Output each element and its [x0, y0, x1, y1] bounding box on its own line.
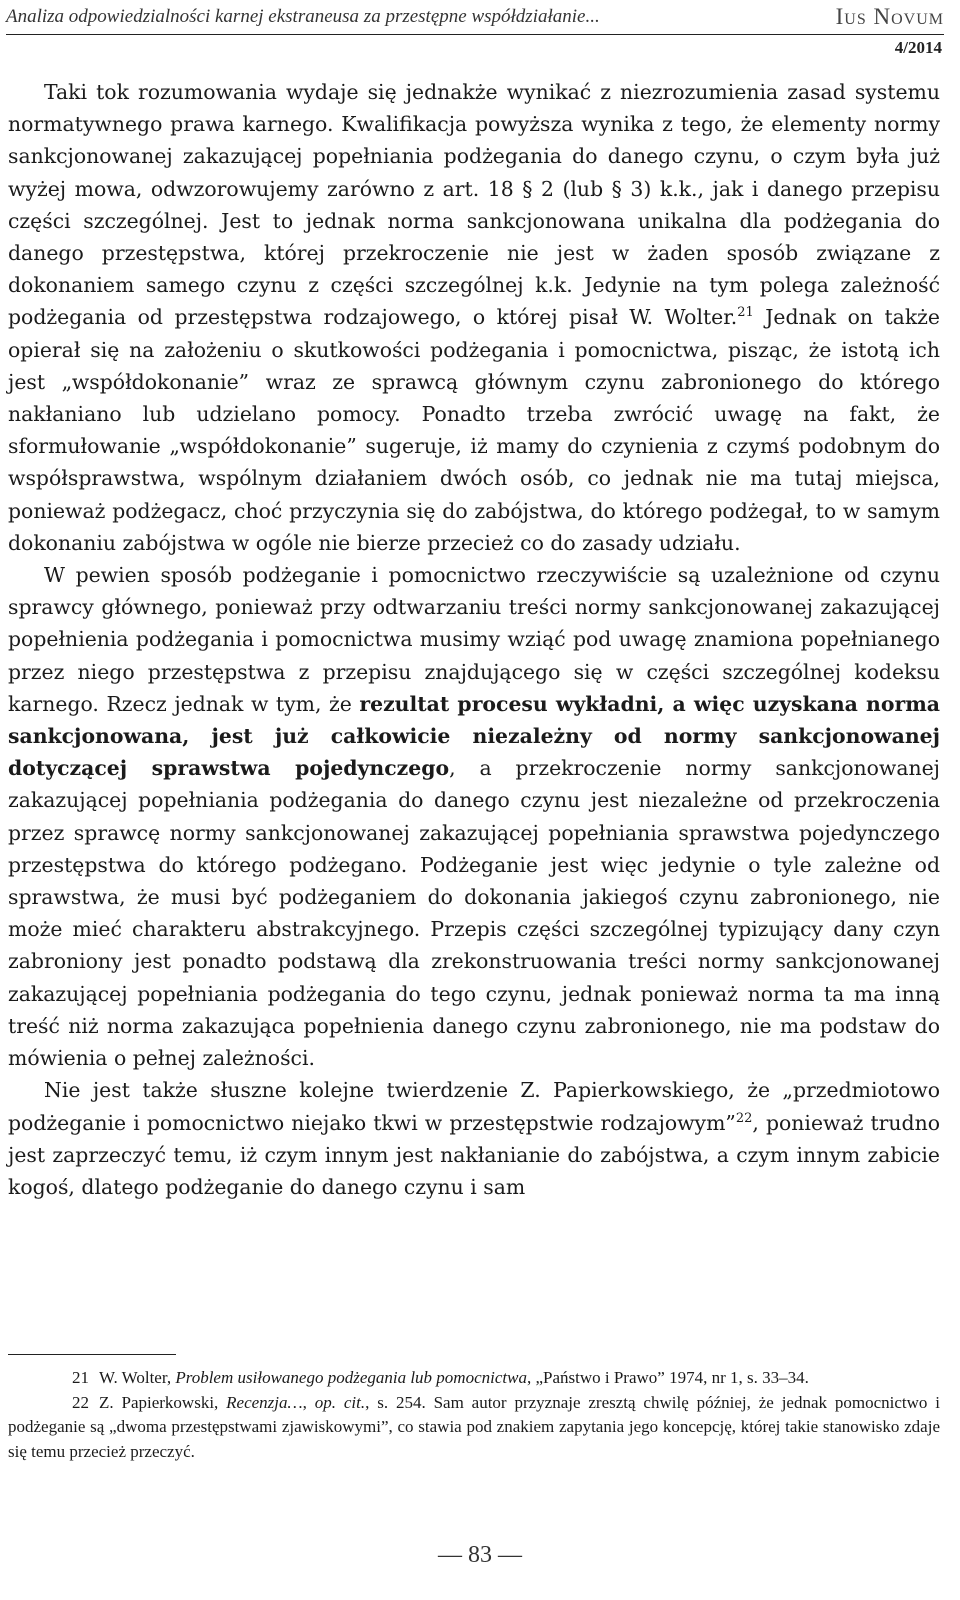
paragraph-2-text-b: , a przekroczenie normy sankcjonowanej zakazującej popełniania podżegania do danego czynu jest niezależne od przekroczenia przez sprawcę normy sankcjonowanej zakazującej popełniania sprawstwa pojedynczego przestępstwa do którego podżegano. Podżeganie jest więc jedynie o tyle zależne od sprawstwa, że musi być podżeganiem do dokonania jakiegoś czynu zabronionego, nie może mieć charakteru abstrakcyjnego. Przepis części szczególnej typizujący dany czyn zabroniony jest ponadto podstawą dla zrekonstruowania treści normy sankcjonowanej zakazującej popełniania podżegania do tego czynu, jednak ponieważ norma ta ma inną treść niż norma zakazująca popełnienia danego czynu zabronionego, nie ma podstaw do mówienia o pełnej zależności.	[8, 756, 941, 1071]
footnote-21-title: Problem usiłowanego podżegania lub pomocnictwa	[175, 1368, 527, 1387]
footnote-22	[8, 1391, 940, 1465]
paragraph-3	[8, 1074, 940, 1203]
paragraph-3-text-a: Nie jest także słuszne kolejne twierdzenie Z. Papierkowskiego, że „przedmiotowo podżeganie i pomocnictwo niejako tkwi w przestępstwie rodzajowym”	[8, 1078, 940, 1135]
paragraph-3-text-b: , ponieważ trudno jest zaprzeczyć temu, iż czym innym jest nakłanianie do zabójstwa, a czym innym zabicie kogoś, dlatego podżeganie do danego czynu i sam	[8, 1110, 940, 1199]
footnote-divider	[8, 1354, 176, 1355]
footnote-21-source: , „Państwo i Prawo” 1974, nr 1, s. 33–34.	[526, 1368, 809, 1387]
paragraph-1	[8, 76, 940, 559]
page-number: — 83 —	[438, 1542, 522, 1568]
footnotes	[8, 1366, 940, 1464]
footnote-21-author: W. Wolter,	[99, 1368, 176, 1387]
footnote-ref-22[interactable]: 22	[735, 1110, 753, 1126]
footnote-22-text: , s. 254. Sam autor przyznaje zresztą chwilę później, że jednak pomocnictwo i podżeganie są „dwoma przestępstwami zjawiskowymi”, co stawia pod znakiem zapytania jego koncepcję, której takie stanowisko zdaje się temu przecież przeczyć.	[8, 1392, 940, 1461]
footnote-22-number: 22	[72, 1392, 89, 1412]
footnote-22-separator: ,	[302, 1392, 315, 1412]
footnote-22-opcit: op. cit.	[314, 1392, 366, 1412]
running-head-title: Analiza odpowiedzialności karnej ekstraneusa za przestępne współdziałanie...	[6, 6, 600, 27]
paragraph-2-bold-text: rezultat procesu wykładni, a więc uzyskana norma sankcjonowana, jest już całkowicie niezależny od normy sankcjonowanej dotyczącej sprawstwa pojedynczego	[8, 691, 940, 781]
paragraph-2	[8, 559, 940, 1074]
footnote-21	[8, 1366, 940, 1391]
article-body	[8, 76, 940, 1203]
issue-number: 4/2014	[894, 38, 942, 57]
footnote-ref-21[interactable]: 21	[737, 305, 754, 321]
paragraph-1-text-a: Taki tok rozumowania wydaje się jednakże wynikać z niezrozumienia zasad systemu normatywnego prawa karnego. Kwalifikacja powyższa wynika z tego, że elementy normy sankcjonowanej zakazującej popełniania podżegania do danego czynu, o czym była już wyżej mowa, odwzorowujemy zarówno z art. 18 § 2 (lub § 3) k.k., jak i danego przepisu części szczególnej. Jest to jednak norma sankcjonowana unikalna dla podżegania do danego przestępstwa, której przekroczenie nie jest w żaden sposób związane z dokonaniem samego czynu z części szczególnej k.k. Jedynie na tym polega zależność podżegania od przestępstwa rodzajowego, o której pisał W. Wolter.	[8, 80, 940, 330]
footnote-21-number: 21	[72, 1368, 89, 1387]
journal-name: Ius Novum	[835, 4, 944, 29]
footnote-22-author: Z. Papierkowski,	[99, 1392, 227, 1412]
footnote-22-title: Recenzja…	[226, 1392, 303, 1412]
paragraph-2-text-a: W pewien sposób podżeganie i pomocnictwo rzeczywiście są uzależnione od czynu sprawcy głównego, ponieważ przy odtwarzaniu treści normy sankcjonowanej zakazującej popełnienia podżegania i pomocnictwa musimy wziąć pod uwagę znamiona popełnianego przez niego przestępstwa z przepisu znajdującego się w części szczególnej kodeksu karnego. Rzecz jednak w tym, że	[8, 563, 940, 716]
paragraph-1-text-b: Jednak on także opierał się na założeniu o skutkowości podżegania i pomocnictwa, pisząc, że istotą ich jest „współdokonanie” wraz ze sprawcą głównym czynu zabronionego do którego nakłaniano lub udzielano pomocy. Ponadto trzeba zwrócić uwagę na fakt, że sformułowanie „współdokonanie” sugeruje, iż mamy do czynienia z czymś podobnym do współsprawstwa, wspólnym działaniem dwóch osób, co jednak nie ma tutaj miejsca, ponieważ podżegacz, choć przyczynia się do zabójstwa, do którego podżegał, to w samym dokonaniu zabójstwa w ogóle nie bierze przecież co do zasady udziału.	[8, 305, 940, 555]
running-head	[6, 4, 944, 35]
